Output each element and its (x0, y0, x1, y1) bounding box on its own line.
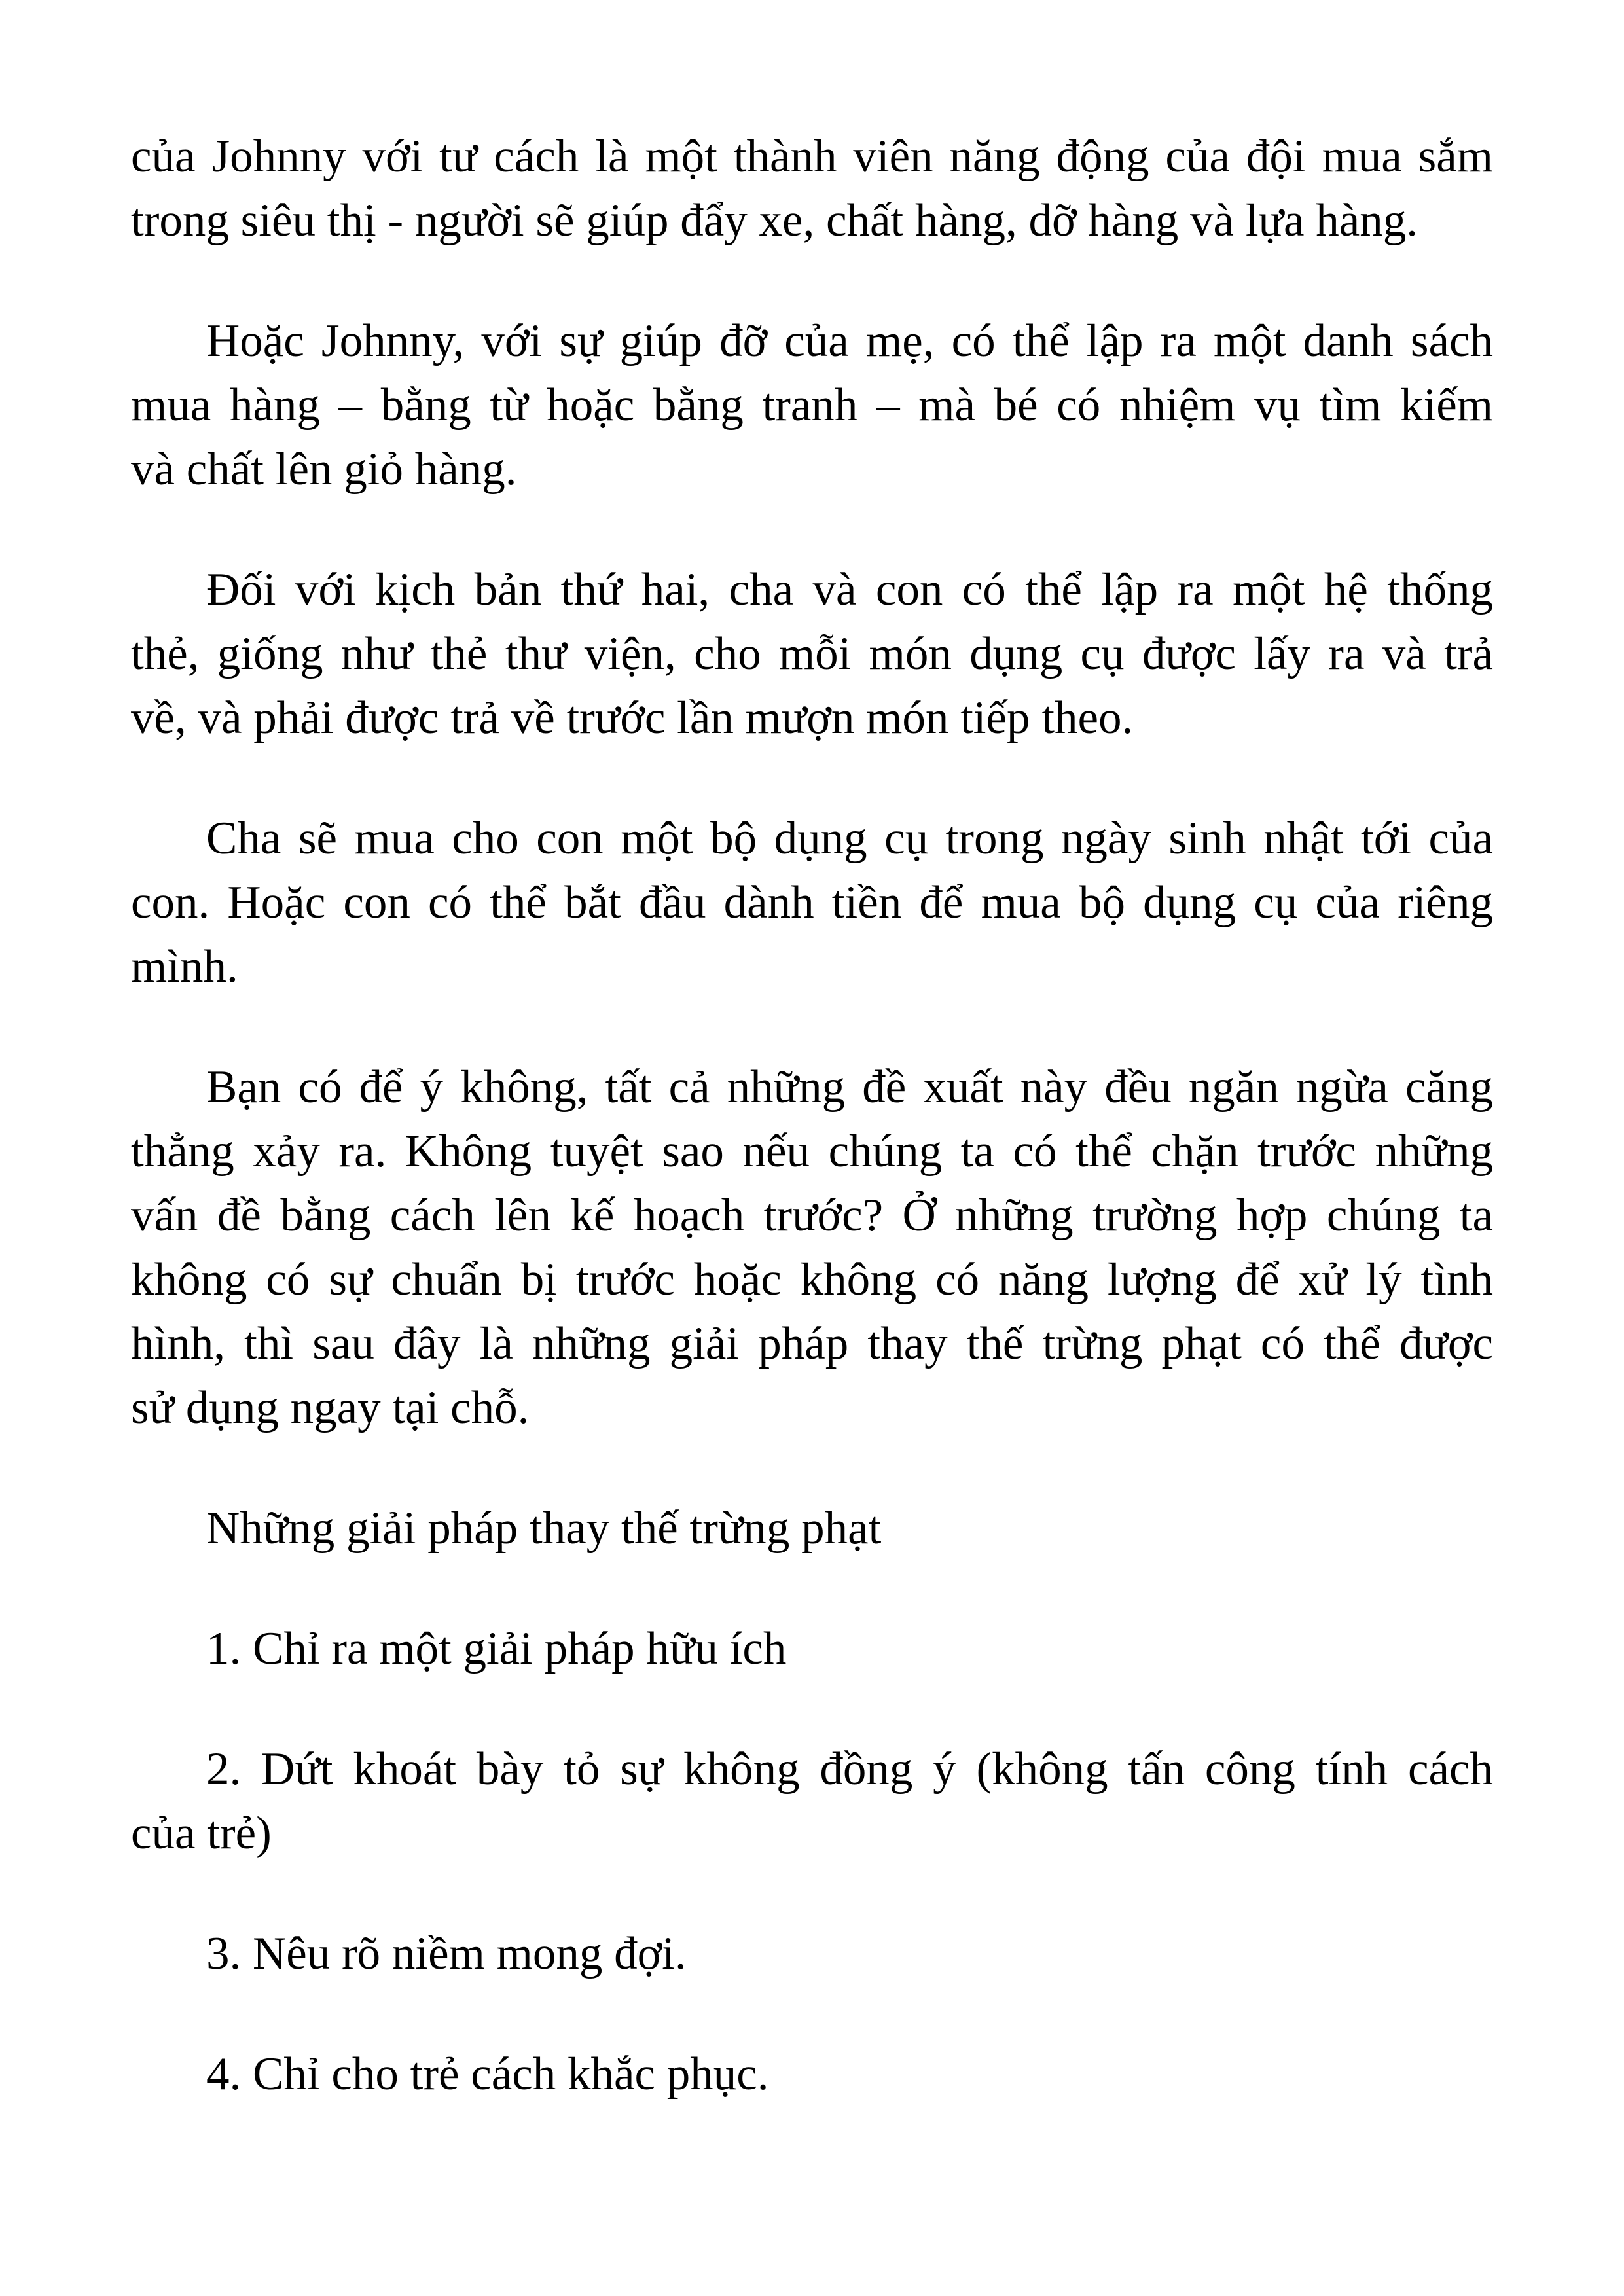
text-line: của Johnny với tư cách là một thành viên năng động của đội mua sắm (131, 131, 1493, 182)
text-line: 3. Nêu rõ niềm mong đợi. (206, 1928, 687, 1979)
text-line: hình, thì sau đây là những giải pháp thay thế trừng phạt có thể được (131, 1318, 1493, 1369)
text-line: Đối với kịch bản thứ hai, cha và con có thể lập ra một hệ thống (206, 564, 1493, 615)
text-line: 1. Chỉ ra một giải pháp hữu ích (206, 1623, 787, 1674)
text-line: của trẻ) (131, 1808, 272, 1859)
text-line: con. Hoặc con có thể bắt đầu dành tiền để mua bộ dụng cụ của riêng (131, 877, 1493, 928)
paragraph (131, 558, 1493, 750)
text-line: mua hàng – bằng từ hoặc bằng tranh – mà bé có nhiệm vụ tìm kiếm (131, 380, 1493, 431)
text-line: thẻ, giống như thẻ thư viện, cho mỗi món dụng cụ được lấy ra và trả (131, 628, 1493, 679)
text-line: mình. (131, 941, 238, 992)
text-line: về, và phải được trả về trước lần mượn món tiếp theo. (131, 692, 1134, 744)
numbered-item (131, 1922, 1493, 1986)
paragraph (131, 124, 1493, 253)
text-line: không có sự chuẩn bị trước hoặc không có năng lượng để xử lý tình (131, 1254, 1493, 1305)
text-line: Hoặc Johnny, với sự giúp đỡ của mẹ, có thể lập ra một danh sách (206, 315, 1493, 367)
text-line: Những giải pháp thay thế trừng phạt (206, 1503, 882, 1554)
paragraph (131, 309, 1493, 501)
numbered-item (131, 1617, 1493, 1681)
text-line: vấn đề bằng cách lên kế hoạch trước? Ở những trường hợp chúng ta (131, 1190, 1493, 1241)
text-line: và chất lên giỏ hàng. (131, 444, 517, 495)
text-line: Bạn có để ý không, tất cả những đề xuất này đều ngăn ngừa căng (206, 1062, 1493, 1113)
text-line: Cha sẽ mua cho con một bộ dụng cụ trong ngày sinh nhật tới của (206, 813, 1493, 864)
text-line: sử dụng ngay tại chỗ. (131, 1382, 530, 1433)
paragraph (131, 1055, 1493, 1440)
text-line: trong siêu thị - người sẽ giúp đẩy xe, chất hàng, dỡ hàng và lựa hàng. (131, 195, 1418, 246)
numbered-item (131, 2042, 1493, 2106)
section-title (131, 1496, 1493, 1560)
page-content (131, 124, 1493, 2106)
text-line: 4. Chỉ cho trẻ cách khắc phục. (206, 2049, 769, 2100)
text-line: thẳng xảy ra. Không tuyệt sao nếu chúng ta có thể chặn trước những (131, 1126, 1493, 1177)
numbered-item (131, 1737, 1493, 1865)
text-line: 2. Dứt khoát bày tỏ sự không đồng ý (không tấn công tính cách (206, 1744, 1493, 1795)
paragraph (131, 806, 1493, 999)
